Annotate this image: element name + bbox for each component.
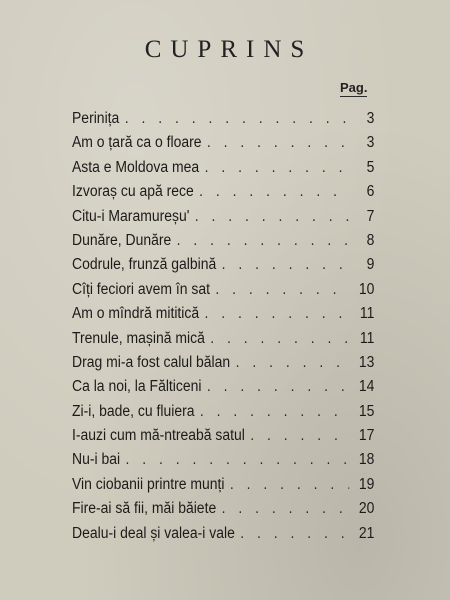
dot-leader (210, 330, 349, 348)
toc-entry-title: Am o țară ca o floare (72, 134, 202, 152)
toc-entry (72, 378, 374, 402)
toc-entry (72, 134, 374, 158)
toc-entry-title: Vin ciobanii printre munți (72, 475, 225, 493)
toc-entry-page: 7 (366, 207, 375, 225)
toc-entry-page: 11 (359, 329, 375, 347)
toc-entry (72, 354, 374, 378)
toc-entry (72, 330, 374, 354)
dot-leader (199, 183, 349, 201)
toc-entry-title: Zi-i, bade, cu fluiera (72, 402, 195, 420)
toc-entry (72, 208, 374, 232)
dot-leader (222, 256, 350, 274)
dot-leader (250, 427, 349, 445)
toc-entry-title: I-auzi cum mă-ntreabă satul (72, 427, 245, 445)
toc-entry-page: 6 (366, 183, 375, 201)
toc-entry (72, 159, 374, 183)
toc-entry-title: Nu-i bai (72, 451, 121, 469)
dot-leader (207, 134, 349, 152)
dot-leader (236, 354, 350, 372)
toc-entry (72, 476, 374, 500)
toc-entry (72, 281, 374, 305)
toc-entry-page: 14 (358, 378, 375, 396)
dot-leader (195, 208, 349, 226)
toc-entry-page: 9 (366, 256, 375, 274)
toc-entry (72, 232, 374, 256)
toc-entry (72, 183, 374, 207)
toc-entry-page: 8 (366, 231, 375, 249)
toc-entry-title: Ca la noi, la Fălticeni (72, 378, 202, 396)
dot-leader (177, 232, 350, 250)
table-of-contents (72, 110, 374, 549)
toc-entry-title: Dunăre, Dunăre (72, 231, 172, 249)
toc-entry-page: 11 (359, 305, 375, 323)
toc-entry-title: Trenule, mașină mică (72, 329, 205, 347)
dot-leader (125, 451, 349, 469)
dot-leader (215, 281, 349, 299)
toc-entry (72, 403, 374, 427)
toc-entry (72, 256, 374, 280)
toc-entry-page: 20 (358, 500, 375, 518)
toc-entry-title: Drag mi-a fost calul bălan (72, 353, 231, 371)
page-title: CUPRINS (144, 36, 314, 63)
toc-entry-page: 3 (366, 110, 375, 127)
toc-entry (72, 427, 374, 451)
toc-entry-title: Asta e Moldova mea (72, 158, 200, 176)
toc-entry (72, 451, 374, 475)
toc-entry (72, 305, 374, 329)
toc-entry-page: 15 (358, 402, 375, 420)
dot-leader (240, 525, 349, 543)
toc-entry (72, 110, 374, 134)
toc-entry-title: Fire-ai să fii, măi băiete (72, 500, 217, 518)
toc-entry (72, 500, 374, 524)
toc-entry-page: 19 (358, 475, 375, 493)
dot-leader (205, 305, 350, 323)
toc-entry-page: 17 (358, 427, 375, 445)
toc-entry-title: Citu-i Maramureșu' (72, 207, 190, 225)
toc-entry-title: Codrule, frunză galbină (72, 256, 217, 274)
toc-entry-title: Am o mîndră mititică (72, 305, 200, 323)
toc-entry-page: 21 (358, 524, 375, 542)
toc-entry-title: Cîți feciori avem în sat (72, 280, 210, 298)
toc-entry-page: 3 (366, 134, 375, 152)
toc-entry-page: 5 (366, 158, 375, 176)
dot-leader (125, 110, 349, 128)
dot-leader (205, 159, 350, 177)
dot-leader (207, 378, 349, 396)
toc-entry-title: Dealu-i deal și valea-i vale (72, 524, 235, 542)
toc-entry-title: Perinița (72, 110, 120, 127)
toc-entry-page: 18 (358, 451, 375, 469)
dot-leader (200, 403, 349, 421)
dot-leader (230, 476, 349, 494)
toc-entry-page: 10 (358, 280, 375, 298)
toc-entry-page: 13 (358, 353, 375, 371)
page-column-label: Pag. (340, 80, 368, 95)
toc-entry-title: Izvoraș cu apă rece (72, 183, 194, 201)
toc-entry (72, 525, 374, 549)
dot-leader (222, 500, 350, 518)
